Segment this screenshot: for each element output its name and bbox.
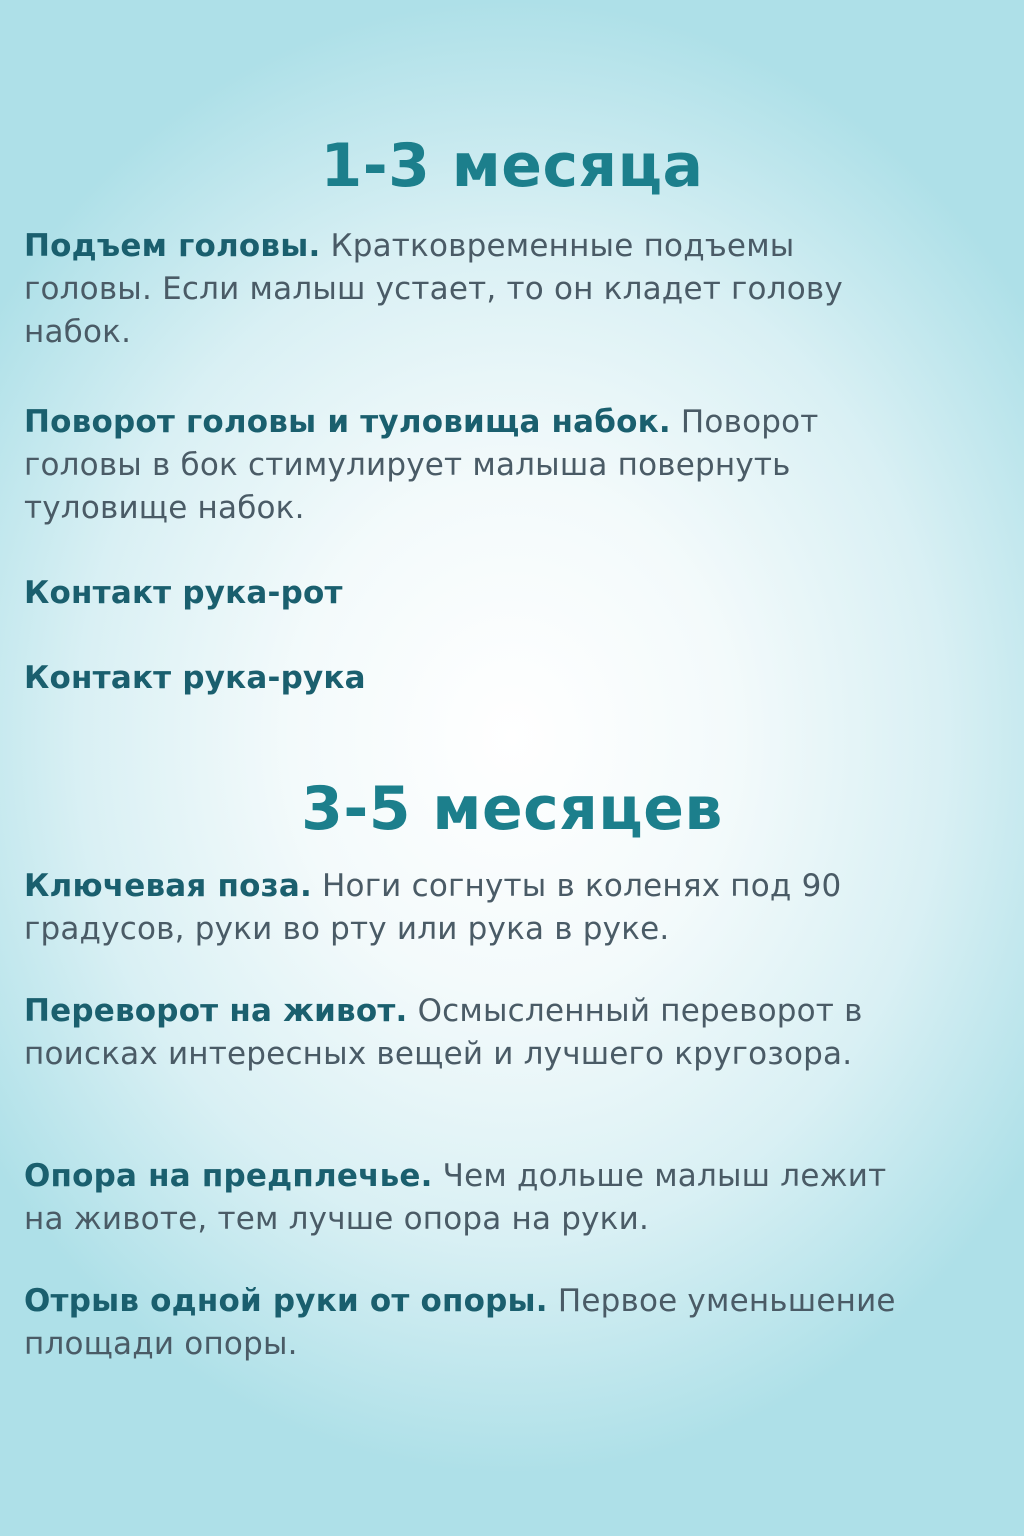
- section-title-1-3-months: 1-3 месяца: [320, 131, 704, 201]
- milestone-key-pose: [24, 865, 924, 951]
- milestone-lead: Переворот на живот.: [24, 993, 408, 1029]
- milestone-text: Ноги согнуты в коленях под 90 градусов, руки во рту или рука в руке.: [24, 868, 842, 947]
- milestone-lead: Опора на предплечье.: [24, 1158, 433, 1194]
- milestone-text: Осмысленный переворот в поисках интересных вещей и лучшего кругозора.: [24, 993, 863, 1072]
- milestone-lead: Подъем головы.: [24, 228, 321, 264]
- section-title-3-5-months: 3-5 месяцев: [301, 774, 723, 844]
- milestone-forearm-support: [24, 1155, 924, 1241]
- milestone-hand-hand: [24, 657, 924, 700]
- milestone-roll-over: [24, 990, 924, 1076]
- milestone-text: Первое уменьшение площади опоры.: [24, 1283, 896, 1362]
- milestone-lead: Контакт рука-рука: [24, 660, 366, 696]
- milestone-text: Поворот головы в бок стимулирует малыша повернуть туловище набок.: [24, 404, 819, 526]
- milestone-head-lift: [24, 225, 924, 354]
- milestone-text: Чем дольше малыш лежит на животе, тем лучше опора на руки.: [24, 1158, 887, 1237]
- milestone-lead: Отрыв одной руки от опоры.: [24, 1283, 548, 1319]
- milestone-lead: Поворот головы и туловища набок.: [24, 404, 671, 440]
- milestone-lead: Контакт рука-рот: [24, 575, 343, 611]
- milestone-lead: Ключевая поза.: [24, 868, 312, 904]
- milestone-hand-mouth: [24, 572, 924, 615]
- milestone-one-hand-lift: [24, 1280, 924, 1366]
- milestone-head-turn: [24, 401, 924, 530]
- milestone-text: Кратковременные подъемы головы. Если малыш устает, то он кладет голову набок.: [24, 228, 843, 350]
